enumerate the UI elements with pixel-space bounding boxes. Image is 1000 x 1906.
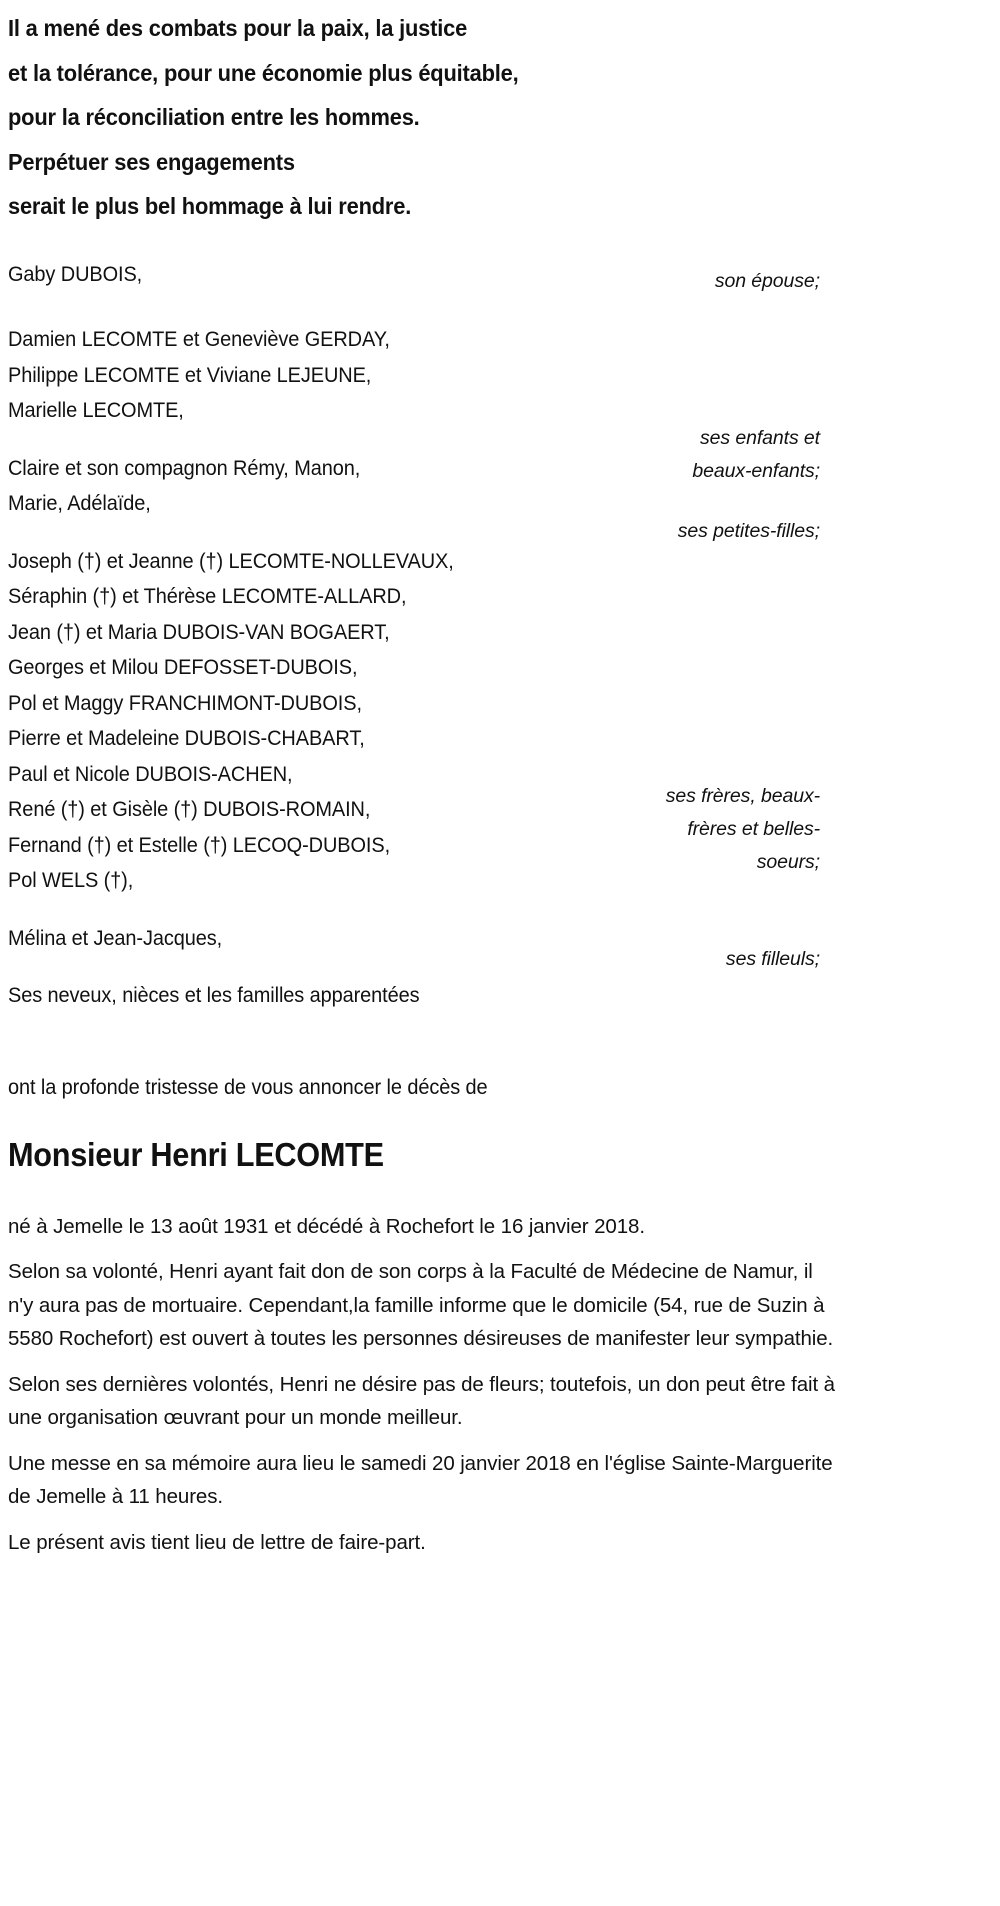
family-name-line: Claire et son compagnon Rémy, Manon,: [8, 456, 361, 480]
announce-line: ont la profonde tristesse de vous annoncer le décès de: [8, 1075, 488, 1099]
family-names: [8, 451, 578, 522]
family-group: [8, 978, 1000, 1014]
family-name-line: Pol et Maggy FRANCHIMONT-DUBOIS,: [8, 691, 362, 715]
family-relation-line: beaux-enfants;: [692, 460, 820, 482]
family-name-line: Georges et Milou DEFOSSET-DUBOIS,: [8, 656, 358, 679]
family-group: [8, 921, 1000, 970]
family-names: [8, 978, 578, 1014]
family-relation-line: frères et belles-: [687, 817, 820, 840]
family-name-line: Fernand (†) et Estelle (†) LECOQ-DUBOIS,: [8, 833, 391, 857]
family-names: [8, 322, 578, 429]
family-name-line: Pierre et Madeleine DUBOIS-CHABART,: [8, 727, 365, 750]
family-group: [8, 257, 1000, 293]
family-names: [8, 544, 578, 899]
family-relation-label: [520, 943, 820, 976]
family-name-line: Jean (†) et Maria DUBOIS-VAN BOGAERT,: [8, 620, 390, 644]
family-name-line: Pol WELS (†),: [8, 869, 134, 892]
family-relation-line: ses frères, beaux-: [665, 784, 820, 807]
group-spacer: [8, 292, 1000, 322]
family-name-line: Damien LECOMTE et Geneviève GERDAY,: [8, 328, 390, 351]
family-name-line: René (†) et Gisèle (†) DUBOIS-ROMAIN,: [8, 798, 371, 821]
group-spacer: [8, 522, 1000, 544]
deceased-name: Monsieur Henri LECOMTE: [8, 1135, 384, 1173]
body-paragraph: Le présent avis tient lieu de lettre de faire-part.: [8, 1530, 426, 1554]
family-name-line: Mélina et Jean-Jacques,: [8, 926, 223, 950]
family-relation-line: son épouse;: [714, 269, 820, 292]
family-group: [8, 451, 1000, 542]
family-relation-line: ses enfants et: [699, 427, 820, 449]
family-block: [8, 257, 1000, 1072]
tribute-line: et la tolérance, pour une économie plus équitable,: [8, 59, 519, 86]
body-paragraph: né à Jemelle le 13 août 1931 et décédé à Rochefort le 16 janvier 2018.: [8, 1214, 645, 1238]
family-name-line: Séraphin (†) et Thérèse LECOMTE-ALLARD,: [8, 585, 407, 608]
group-spacer: [8, 429, 1000, 451]
family-relation-line: ses petites-filles;: [677, 519, 820, 542]
family-relation-label: [520, 265, 820, 298]
family-names: [8, 257, 578, 293]
tribute-block: [8, 6, 1000, 229]
group-spacer: [8, 899, 1000, 921]
group-spacer: [8, 956, 1000, 978]
family-name-line: Marie, Adélaïde,: [8, 492, 151, 515]
family-name-line: Ses neveux, nièces et les familles apparentées: [8, 984, 420, 1007]
family-group: [8, 544, 1000, 899]
group-spacer: [8, 1014, 1000, 1054]
family-relation-line: soeurs;: [756, 850, 820, 873]
family-relation-line: ses filleuls;: [725, 947, 820, 970]
body-paragraph: Selon ses dernières volontés, Henri ne désire pas de fleurs; toutefois, un don peut être fait à une organisation œuvrant pour un monde meilleur.: [8, 1372, 835, 1429]
tribute-line: pour la réconciliation entre les hommes.: [8, 104, 420, 130]
tribute-line: Perpétuer ses engagements: [8, 148, 295, 175]
body-block: [8, 1210, 838, 1560]
family-name-line: Gaby DUBOIS,: [8, 262, 143, 286]
body-paragraph: Une messe en sa mémoire aura lieu le samedi 20 janvier 2018 en l'église Sainte-Marguerite de Jemelle à 11 heures.: [8, 1451, 833, 1508]
family-name-line: Philippe LECOMTE et Viviane LEJEUNE,: [8, 363, 372, 387]
family-name-line: Joseph (†) et Jeanne (†) LECOMTE-NOLLEVAUX,: [8, 549, 454, 573]
tribute-line: serait le plus bel hommage à lui rendre.: [8, 193, 412, 219]
family-relation-label: [520, 780, 820, 879]
family-names: [8, 921, 578, 957]
death-notice-page: [0, 6, 1000, 1906]
family-name-line: Paul et Nicole DUBOIS-ACHEN,: [8, 762, 293, 786]
tribute-line: Il a mené des combats pour la paix, la justice: [8, 15, 468, 41]
announce-spacer: [8, 1054, 1000, 1072]
body-paragraph: Selon sa volonté, Henri ayant fait don de son corps à la Faculté de Médecine de Namur, il n'y aura pas de mortuaire. Cependant,la famille informe que le domicile (54, rue de Suzin à 5580 Rochefort) est ouvert à toutes les personnes désireuses de manifester leur sympathie.: [8, 1260, 834, 1350]
family-name-line: Marielle LECOMTE,: [8, 399, 184, 422]
